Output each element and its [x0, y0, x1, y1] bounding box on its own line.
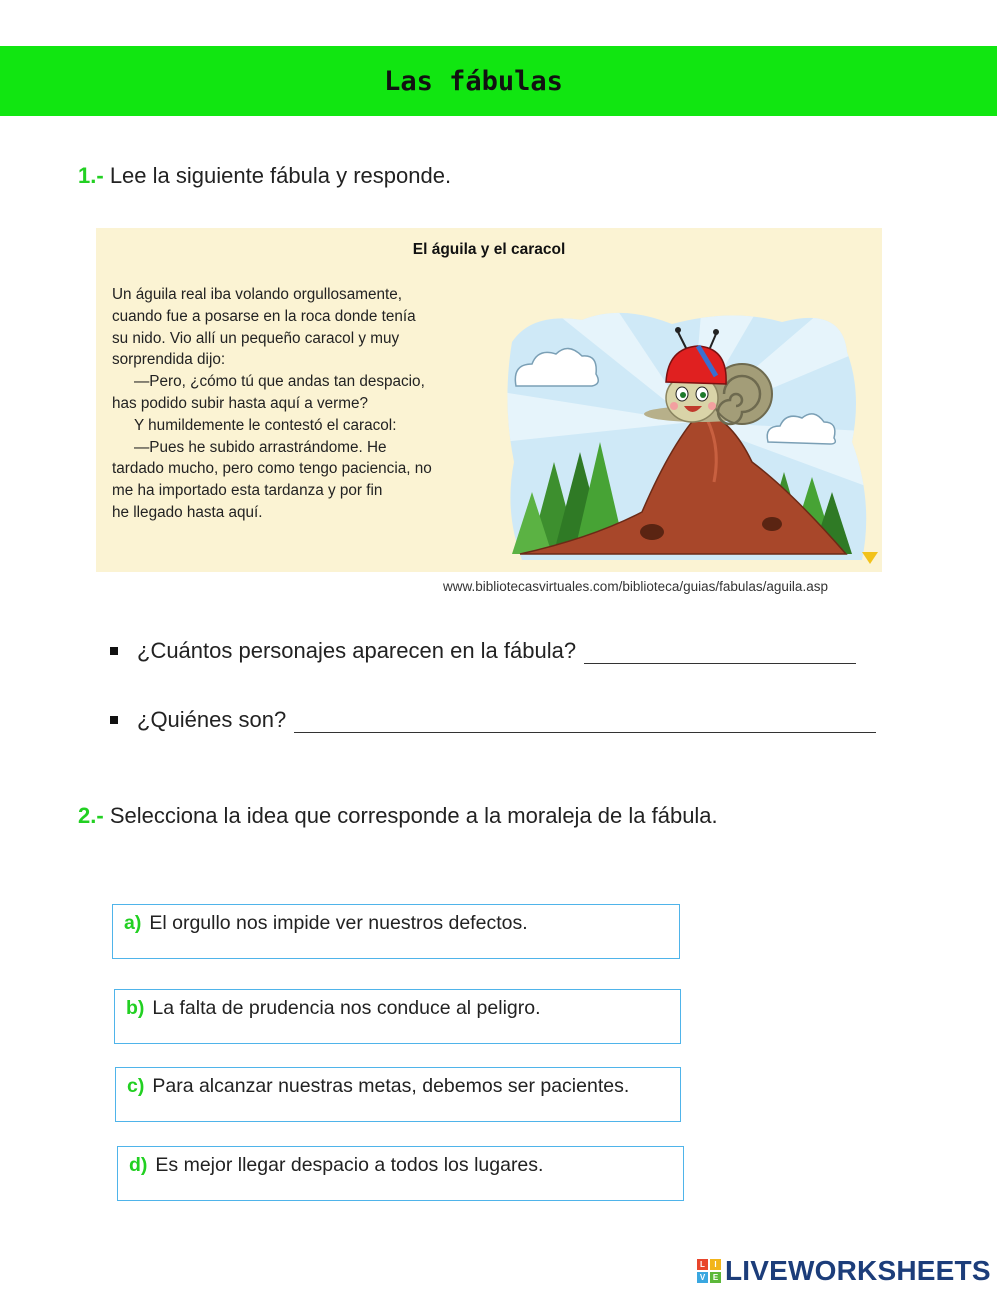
question-1-number: 1.- — [78, 163, 104, 188]
page-title: Las fábulas — [384, 65, 563, 97]
option-letter: c) — [127, 1075, 145, 1097]
logo-block: E — [710, 1272, 721, 1283]
question-2-heading — [78, 803, 718, 829]
bullet-icon — [110, 647, 118, 655]
q1-item-characters-who — [110, 707, 876, 733]
question-2-number: 2.- — [78, 803, 104, 828]
fable-title — [96, 241, 882, 259]
option-text: Es mejor llegar despacio a todos los lugares. — [155, 1154, 544, 1176]
fable-box — [96, 228, 882, 572]
option-a[interactable] — [112, 904, 680, 959]
logo-text: LIVEWORKSHEETS — [725, 1255, 991, 1286]
option-text: El orgullo nos impide ver nuestros defectos. — [149, 912, 528, 934]
q1-item-characters-count — [110, 638, 856, 664]
question-1-prompt: Lee la siguiente fábula y responde. — [109, 163, 452, 188]
option-text: La falta de prudencia nos conduce al peligro. — [152, 997, 541, 1019]
corner-fold — [862, 552, 878, 564]
snail-mountain-illustration — [502, 302, 882, 564]
fable-line: sorprendida dijo: — [112, 351, 226, 369]
answer-blank-who[interactable] — [294, 710, 876, 733]
logo-block: V — [697, 1272, 708, 1283]
logo-blocks-icon — [697, 1259, 721, 1283]
logo-block: L — [697, 1259, 708, 1270]
answer-blank-count[interactable] — [584, 641, 856, 664]
fable-line: —Pues he subido arrastrándome. He — [134, 438, 387, 456]
fable-line: Un águila real iba volando orgullosamente, — [112, 286, 402, 303]
question-2-prompt: Selecciona la idea que corresponde a la moraleja de la fábula. — [109, 803, 718, 828]
option-letter: b) — [126, 997, 145, 1019]
fable-line: su nido. Vio allí un pequeño caracol y muy — [112, 329, 400, 347]
fable-line: he llegado hasta aquí. — [112, 503, 263, 521]
logo-block: I — [710, 1259, 721, 1270]
fable-line: me ha importado esta tardanza y por fin — [112, 482, 383, 500]
fable-line: Y humildemente le contestó el caracol: — [134, 416, 397, 434]
q1-item-text: ¿Cuántos personajes aparecen en la fábula? — [137, 638, 577, 663]
fable-line: tardado mucho, pero como tengo paciencia, no — [112, 460, 432, 478]
bullet-icon — [110, 716, 118, 724]
fable-text — [112, 284, 484, 524]
option-letter: a) — [124, 912, 142, 934]
fable-line: —Pero, ¿cómo tú que andas tan despacio, — [134, 373, 425, 391]
option-text: Para alcanzar nuestras metas, debemos ser pacientes. — [152, 1075, 630, 1097]
q1-item-text: ¿Quiénes son? — [137, 707, 287, 732]
fable-line: has podido subir hasta aquí a verme? — [112, 394, 368, 412]
liveworksheets-logo — [697, 1255, 991, 1287]
option-d[interactable] — [117, 1146, 684, 1201]
fable-line: cuando fue a posarse en la roca donde tenía — [112, 307, 416, 325]
title-bar — [0, 46, 997, 116]
option-b[interactable] — [114, 989, 681, 1044]
fable-title-text: El águila y el caracol — [412, 241, 566, 258]
option-letter: d) — [129, 1154, 148, 1176]
question-1-heading — [78, 163, 451, 189]
option-c[interactable] — [115, 1067, 681, 1122]
fable-source: www.bibliotecasvirtuales.com/biblioteca/guias/fabulas/aguila.asp — [443, 579, 828, 594]
